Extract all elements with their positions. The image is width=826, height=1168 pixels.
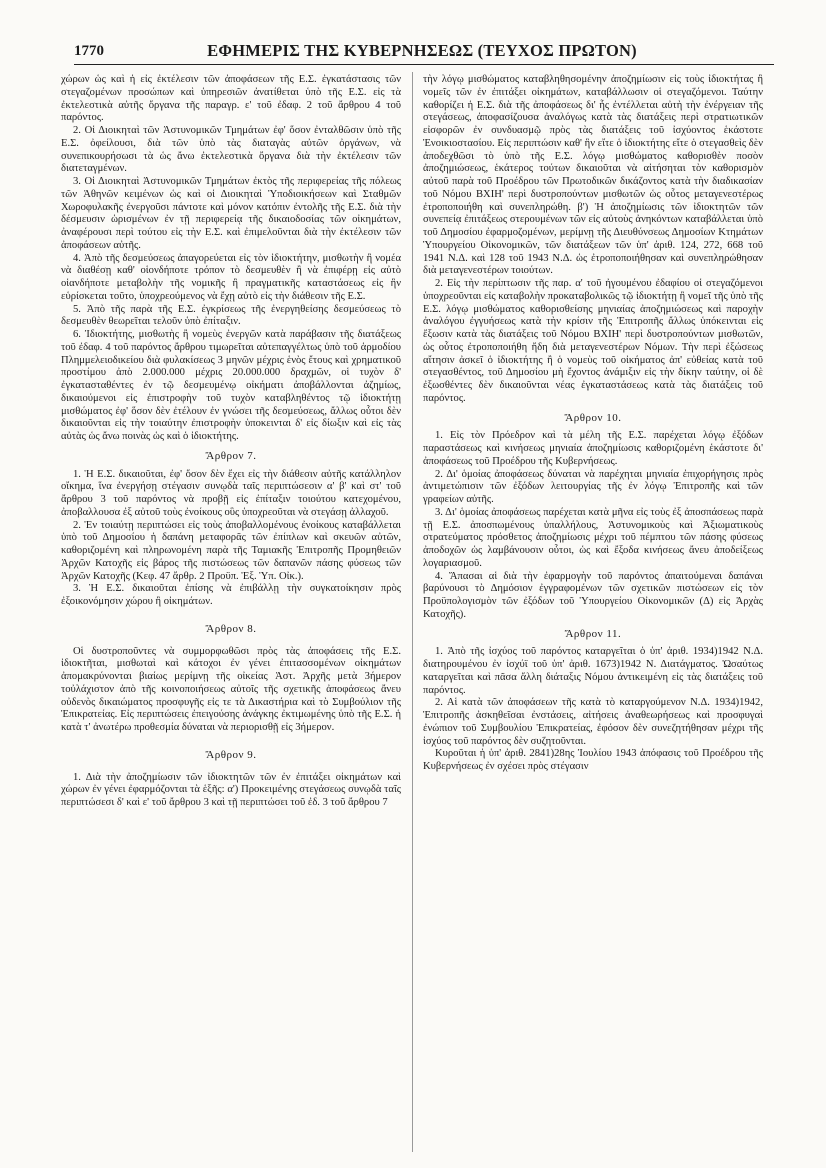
paragraph: 2. Δι' ὁμοίας ἀποφάσεως δύναται νὰ παρέχηται μηνιαία ἐπιχορήγησις πρὸς ἀντιμετώπισιν τῶν ἐξόδων λειτουργίας τῆς ἐν λόγῳ Ἐπιτροπῆς καὶ τῶν γραφείων αὐτῆς. [423, 468, 763, 505]
paragraph: τὴν λόγῳ μισθώματος καταβληθησομένην ἀποζημίωσιν εἰς τοὺς ἰδιοκτήτας ἢ νομεῖς τῶν ἐν ἐπιτάξει οἰκημάτων, καταβάλλωσιν οἱ στεγαζόμενοι. Ταύτην καθορίζει ἡ Ε.Σ. διὰ τῆς ἀποφάσεως δι' ἧς ἐντέλλεται αὐτὴ τὴν ἐνέργειαν τῆς στεγάσεως, ἀποφασίζουσα ἀναλόγως κατὰ τὰς διατάξεις περὶ στρατιωτικῶν εἰσφορῶν ἐν συνδυασμῷ πρὸς τὰς διατάξεις τοῦ ἰσχύοντος ἑκάστοτε Ἐνοικιοστασίου. Εἰς περιπτώσιν καθ' ἣν εἴτε ὁ ἰδιοκτήτης εἴτε ὁ στεγασθεὶς δὲν ἀποδεχθῶσι τὸ ὑπὸ τῆς Ε.Σ. λόγῳ μισθώματος καθορισθὲν ποσὸν ἀποζημιώσεως, ἑκάτερος τούτων δικαιοῦται νὰ αἰτήσηται τὸν καθορισμὸν αὐτοῦ παρὰ τοῦ Προέδρου τῶν Πρωτοδικῶν δικάζοντος κατὰ τὴν διαδικασίαν τοῦ Νόμου ΒΧΙΗ' περὶ δυστροπούντων μισθωτῶν ὡς οὗτος μεταγενεστέρως ἐτροποποιήθη καὶ συνεπληρώθη. β') Ἡ ἀποζημίωσις τῶν ἰδιοκτητῶν τῶν συνεπείᾳ ἐπιτάξεως στερουμένων τῶν εἰς αὐτοὺς ἀνηκόντων καταβάλλεται ὑπὸ τοῦ Δημοσίου ἐφαρμοζομένων, μερίμνῃ τῆς Διευθύνσεως Δημοσίων Κτημάτων Ὑπουργείου Οἰκονομικῶν, τῶν διατάξεων τῶν ὑπ' ἀριθ. 124, 272, 668 τοῦ 1941 Ν.Δ. καὶ 128 τοῦ 1943 Ν.Δ. ὡς ἐτροποποιήθησαν καὶ συνεπληρώθησαν διὰ μεταγενεστέρων τοιούτων. [423, 74, 763, 277]
paragraph: 3. Οἱ Διοικηταὶ Ἀστυνομικῶν Τμημάτων ἐκτὸς τῆς περιφερείας τῆς πόλεως τῶν Ἀθηνῶν κειμένων ὡς καὶ οἱ Διοικηταὶ Ὑποδιοικήσεων καὶ Σταθμῶν Χωροφυλακῆς ἐνεργοῦσι πάντοτε καὶ μόνον κατόπιν ἐντολῆς τῆς Ε.Σ. διὰ τὴν δέσμευσιν ὡρισμένων ἐν τῇ περιφερείᾳ τῆς δικαιοδοσίας τῶν οἰκημάτων, ἀναφέρουσι περὶ τούτου εἰς τὴν Ε.Σ. καὶ ἐπιμελοῦνται διὰ τὴν ἐκτέλεσιν τῶν ἀποφάσεων αὐτῆς. [61, 176, 401, 251]
article-heading: Ἄρθρον 7. [205, 449, 257, 462]
paragraph: 3. Δι' ὁμοίας ἀποφάσεως παρέχεται κατὰ μῆνα εἰς τοὺς ἐξ ἀποσπάσεως παρὰ τῇ Ε.Σ. ἀποσπωμένους ὑπαλλήλους, Ἀστυνομικοὺς καὶ Ἀξιωματικοὺς στρατεύματος πρόσθετος ἀποζημίωσις μέχρι τοῦ πέμπτου τῶν πάσης φύσεως ἀποδοχῶν ὡς λαμβάνουσιν οὗτοι, ὡς καὶ ἔξοδα κινήσεως ἄνευ ἀποδείξεως λογαριασμοῦ. [423, 506, 763, 569]
article-heading: Ἄρθρον 11. [564, 627, 622, 640]
paragraph: 4. Ἀπὸ τῆς δεσμεύσεως ἀπαγορεύεται εἰς τὸν ἰδιοκτήτην, μισθωτὴν ἢ νομέα νὰ διαθέσῃ καθ' οἱονδήποτε τρόπον τὸ δεσμευθὲν ἢ νὰ ἐπιφέρῃ εἰς αὐτὸ οἱανδήποτε μεταβολὴν τῆς νομικῆς ἢ πραγματικῆς καταστάσεως εἰς ἣν εὑρίσκεται τοῦτο, ὑποχρεούμενος νὰ ἔχῃ αὐτὸ εἰς τὴν διάθεσιν τῆς Ε.Σ. [61, 252, 401, 302]
journal-title: ΕΦΗΜΕΡΙΣ ΤΗΣ ΚΥΒΕΡΝΗΣΕΩΣ (ΤΕΥΧΟΣ ΠΡΩΤΟΝ) [207, 41, 637, 60]
paragraph: 2. Ἐν τοιαύτῃ περιπτώσει εἰς τοὺς ἀποβαλλομένους ἐνοίκους καταβάλλεται ὑπὸ τοῦ Δημοσίου ἡ δαπάνη μεταφορᾶς τῶν ἐπίπλων καὶ σκευῶν αὐτῶν, καθοριζομένη καὶ πληρωνομένη παρὰ τῆς Ταμιακῆς Ἐπιτροπῆς Προμηθειῶν Ἀρχῶν Κατοχῆς εἰς βάρος τῆς πιστώσεως τῶν δαπανῶν πάσης φύσεως τῶν Ἀρχῶν Κατοχῆς (Κεφ. 47 ἄρθρ. 2 Προϋπ. Ἐξ. Ὑπ. Οἰκ.). [61, 519, 401, 582]
article-heading: Ἄρθρον 9. [205, 748, 257, 761]
paragraph: 1. Ἀπὸ τῆς ἰσχύος τοῦ παρόντος καταργεῖται ὁ ὑπ' ἀριθ. 1934)1942 Ν.Δ. διατηρουμένου ἐν ἰσχύϊ τοῦ ὑπ' ἀριθ. 1673)1942 Ν. Διατάγματος. Ὡσαύτως καταργεῖται καὶ πᾶσα ἄλλη διάταξις Νόμου ἀντικειμένη εἰς τὰς διατάξεις τοῦ παρόντος. [423, 646, 763, 696]
paragraph: 2. Οἱ Διοικηταὶ τῶν Ἀστυνομικῶν Τμημάτων ἐφ' ὅσον ἐνταλθῶσιν ὑπὸ τῆς Ε.Σ. ὀφείλουσι, διὰ τῶν ὑπὸ τὰς διαταγὰς αὐτῶν ὀργάνων, νὰ συνεπικουρήσωσι τὰ ὡς ἄνω ἐκτελεστικὰ ὄργανα διὰ τὴν ἐκτέλεσιν τῶν διατεταγμένων. [61, 125, 401, 175]
page-header [74, 40, 770, 62]
paragraph: 3. Ἡ Ε.Σ. δικαιοῦται ἐπίσης νὰ ἐπιβάλλῃ τὴν συγκατοίκησιν πρὸς ἐξοικονόμησιν χώρου ἢ οἰκημάτων. [61, 583, 401, 607]
right-column [423, 74, 763, 774]
paragraph: Οἱ δυστροποῦντες νὰ συμμορφωθῶσι πρὸς τὰς ἀποφάσεις τῆς Ε.Σ. ἰδιοκτῆται, μισθωταὶ καὶ κάτοχοι ἐν γένει ἐπιτασσομένων οἰκημάτων ἀπομακρύνονται βιαίως μερίμνῃ τῆς οἰκείας Ἀστ. Ἀρχῆς μετὰ 3ήμερον τοὐλάχιστον ἀπὸ τῆς κοινοποιήσεως αὐτοῖς τῆς σχετικῆς ἀποφάσεως ἄνευ οὐδενὸς δικαιώματος προσφυγῆς εἰς τε τὰ Δικαστήρια καὶ τὸ Συμβούλιον τῆς Ἐπικρατείας. Εἰς περιπτώσεις ἐπειγούσης ἀνάγκης ἐκτιμωμένης ὑπὸ τῆς Ε.Σ. ἡ κατὰ τ' ἀνωτέρω προθεσμία δύναται νὰ περιορισθῇ εἰς 3ήμερον. [61, 645, 401, 733]
paragraph: 2. Αἱ κατὰ τῶν ἀποφάσεων τῆς κατὰ τὸ καταργούμενον Ν.Δ. 1934)1942, Ἐπιτροπῆς ἀσκηθεῖσαι ἐνστάσεις, αἰτήσεις ἀναθεωρήσεως καὶ προσφυγαὶ ἐνώπιον τοῦ Συμβουλίου Ἐπικρατείας, ἐφόσον δὲν συνεζητήθησαν μέχρι τῆς ἰσχύος τοῦ παρόντος δὲν συζητοῦνται. [423, 697, 763, 747]
paragraph: 2. Εἰς τὴν περίπτωσιν τῆς παρ. α' τοῦ ἠγουμένου ἐδαφίου οἱ στεγαζόμενοι ὑποχρεοῦνται εἰς καταβολὴν προκαταβολικῶς τῷ ἰδιοκτήτῃ ἢ νομεῖ τῆς ὑπὸ τῆς Ε.Σ. λόγῳ μισθώματος καθορισθείσης μηνιαίας ἀποζημιώσεως καὶ παροχὴν ἀναλόγου ἐγγυήσεως κατὰ τὴν κρίσιν τῆς Ἐπιτροπῆς ἄλλως ὑπόκεινται εἰς ἔξωσιν κατὰ τὰς διατάξεις τοῦ Νόμου ΒΧΙΗ' περὶ δυστροπούντων μισθωτῶν, ὡς οὗτος ἐτροποποιήθη ἤδη διὰ μεταγενεστέρων Νόμων. Τὴν περὶ ἐξώσεως αἴτησιν ἀσκεῖ ὁ ἰδιοκτήτης ἢ ὁ νομεὺς τοῦ οἰκήματος ἀπ' εὐθείας κατὰ τοῦ στεγασθέντος, τοῦ Δημοσίου μὴ ἔχοντος ἀνάμιξιν εἰς τὴν δίκην ταύτην, οἱ δὲ ἐξωσθέντες δὲν δικαιοῦνται νέας ἐγκαταστάσεως κατὰ τὰς διατάξεις τοῦ παρόντος. [423, 278, 763, 404]
paragraph: 4. Ἅπασαι αἱ διὰ τὴν ἐφαρμογὴν τοῦ παρόντος ἀπαιτούμεναι δαπάναι βαρύνουσι τὸ Δημόσιον ἐγγραφομένων τῶν σχετικῶν πιστώσεων εἰς τὸν Προϋπολογισμὸν τῶν ἐξόδων τοῦ Ὑπουργείου Οἰκονομικῶν (Δ) εἰς Ἀρχὰς Κατοχῆς). [423, 570, 763, 620]
page-number: 1770 [74, 43, 104, 59]
article-heading: Ἄρθρον 8. [205, 622, 257, 635]
paragraph: 1. Διὰ τὴν ἀποζημίωσιν τῶν ἰδιοκτητῶν τῶν ἐν ἐπιτάξει οἰκημάτων καὶ χώρων ἐν γένει ἐφαρμόζονται τὰ ἑξῆς: α') Προκειμένης στεγάσεως συνῳδὰ ταῖς περιπτώσεσι δ' καὶ ε' τοῦ ἄρθρου 3 καὶ τῇ περιπτώσει τοῦ ἐδ. 3 τοῦ ἄρθρου 7 [61, 771, 401, 808]
paragraph: 5. Ἀπὸ τῆς παρὰ τῆς Ε.Σ. ἐγκρίσεως τῆς ἐνεργηθείσης δεσμεύσεως τὸ δεσμευθὲν θεωρεῖται τελοῦν ὑπὸ ἐπίταξιν. [61, 303, 401, 328]
column-divider [412, 72, 413, 1152]
paragraph: χώρων ὡς καὶ ἡ εἰς ἐκτέλεσιν τῶν ἀποφάσεων τῆς Ε.Σ. ἐγκατάστασις τῶν στεγαζομένων προσώπων καὶ ὑπηρεσιῶν ἀνατίθεται ὑπὸ τῆς Ε.Σ. εἰς τὰ ἐκτελεστικὰ αὐτῆς ὄργανα τῆς παραγρ. ε' τοῦ ἐδαφ. 2 τοῦ ἄρθρου 4 τοῦ παρόντος. [61, 74, 401, 124]
article-heading: Ἄρθρον 10. [564, 411, 622, 424]
paragraph: Κυροῦται ἡ ὑπ' ἀριθ. 2841)28ης Ἰουλίου 1943 ἀπόφασις τοῦ Προέδρου τῆς Κυβερνήσεως ἐν σχέσει πρὸς στέγασιν [423, 748, 763, 772]
paragraph: 1. Εἰς τὸν Πρόεδρον καὶ τὰ μέλη τῆς Ε.Σ. παρέχεται λόγῳ ἐξόδων παραστάσεως καὶ κινήσεως μηνιαία ἀποζημίωσις καθοριζομένη ἑκάστοτε δι' ἀποφάσεως τοῦ Προέδρου τῆς Κυβερνήσεως. [423, 430, 763, 467]
paragraph: 1. Ἡ Ε.Σ. δικαιοῦται, ἐφ' ὅσον δὲν ἔχει εἰς τὴν διάθεσιν αὐτῆς κατάλληλον οἴκημα, ἵνα ἐνεργήσῃ στέγασιν συνῳδὰ ταῖς περιπτώσεσιν α' β' καὶ στ' τοῦ ἄρθρου 3 τοῦ παρόντος νὰ προβῇ εἰς ἐπίταξιν τοιούτου κατεχομένου, ἀποβαλλουσα ἐξ αὐτοῦ τοὺς ἐνοίκους οὓς ὑποχρεοῦται νὰ στεγάσῃ ἀλλαχοῦ. [61, 468, 401, 518]
left-column [61, 74, 401, 810]
header-rule [74, 64, 774, 65]
paragraph: 6. Ἰδιοκτήτης, μισθωτὴς ἢ νομεὺς ἐνεργῶν κατὰ παράβασιν τῆς διατάξεως τοῦ ἐδαφ. 4 τοῦ παρόντος ἄρθρου τιμωρεῖται αὐτεπαγγέλτως ὑπὸ τοῦ ἁρμοδίου Πλημμελειοδικείου διὰ φυλακίσεως 3 μηνῶν μέχρις ἑνὸς ἔτους καὶ χρηματικοῦ προστίμου ἀπὸ 2.000.000 μέχρις 20.000.000 δραχμῶν, οἱ τυχὸν δ' ἐγκατασταθέντες ἐν τῷ δεσμευμένῳ οἰκήματι ἀποβάλλονται ἀζημίως, δικαιούμενοι εἰς ἐπιστροφὴν τοῦ τυχὸν καταβληθέντος τῷ ἰδιοκτήτῃ μισθώματος ἐφ' ὅσον δὲν ἐτέλουν ἐν γνώσει τῆς δεσμεύσεως, ἄλλως οὗτοι δὲν δικαιοῦνται εἰς τὴν τοιαύτην ἐπιστροφὴν ὑποκεινται δ' εἰς δίωξιν καὶ εἰς τὰς αὐτὰς ὡς ἄνω ποινὰς ὡς καὶ ὁ ἰδιοκτήτης. [61, 329, 401, 442]
